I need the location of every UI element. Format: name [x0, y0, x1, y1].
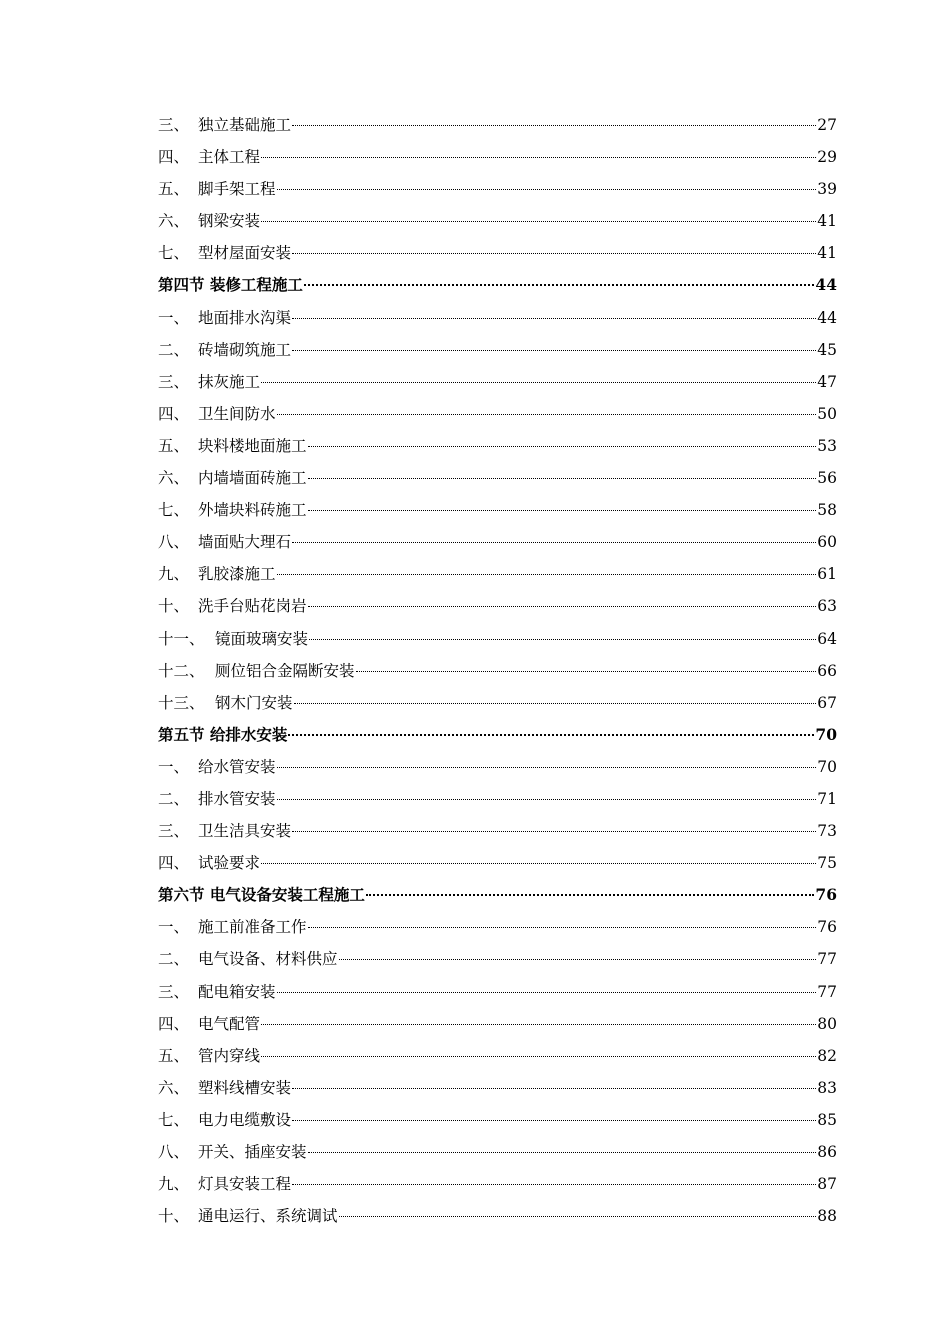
toc-entry-title: 块料楼地面施工: [198, 436, 307, 455]
toc-entry[interactable]: [158, 751, 837, 783]
dot-leader: [339, 1215, 817, 1217]
toc-entry-title: 砖墙砌筑施工: [198, 340, 292, 359]
dot-leader: [277, 798, 817, 800]
toc-entry-page-number: 58: [817, 501, 837, 520]
toc-entry-number: 二、: [158, 950, 190, 969]
toc-entry-number: 十、: [158, 597, 190, 616]
toc-entry-number: 九、: [158, 565, 190, 584]
toc-entry[interactable]: [158, 847, 837, 879]
toc-entry-number: 一、: [158, 757, 190, 776]
toc-entry-label: [158, 141, 260, 173]
toc-entry-page-number: 73: [817, 822, 837, 841]
table-of-contents: [158, 109, 837, 1232]
dot-leader: [261, 156, 816, 158]
dot-leader: [277, 573, 817, 575]
toc-entry-title: 外墙块料砖施工: [198, 501, 307, 520]
toc-entry[interactable]: [158, 1200, 837, 1232]
toc-entry-label: [158, 366, 260, 398]
toc-entry[interactable]: [158, 655, 837, 687]
toc-entry-label: [158, 237, 291, 269]
toc-entry[interactable]: [158, 1168, 837, 1200]
toc-entry-number: 五、: [158, 436, 190, 455]
toc-entry-title: 主体工程: [198, 148, 261, 167]
toc-entry-title: 电力电缆敷设: [198, 1110, 292, 1129]
toc-entry-page-number: 64: [817, 629, 837, 648]
toc-entry-title: 洗手台贴花岗岩: [198, 597, 307, 616]
toc-entry-title: 墙面贴大理石: [198, 533, 292, 552]
toc-entry-title: 排水管安装: [198, 789, 276, 808]
dot-leader: [292, 252, 816, 254]
toc-entry-label: [158, 494, 307, 526]
dot-leader: [292, 317, 816, 319]
toc-entry-number: 十三、: [158, 693, 205, 712]
dot-leader: [292, 349, 816, 351]
toc-entry[interactable]: [158, 494, 837, 526]
toc-entry-label: [158, 334, 291, 366]
toc-entry-title: 第五节 给排水安装: [158, 724, 288, 744]
dot-leader: [309, 638, 816, 640]
dot-leader: [366, 893, 815, 896]
toc-entry-title: 抹灰施工: [198, 372, 261, 391]
toc-entry[interactable]: [158, 462, 837, 494]
toc-entry-page-number: 82: [817, 1046, 837, 1065]
toc-entry-title: 型材屋面安装: [198, 244, 292, 263]
toc-section-entry[interactable]: [158, 269, 837, 301]
dot-leader: [292, 124, 816, 126]
toc-entry-label: [158, 911, 307, 943]
toc-entry-title: 第六节 电气设备安装工程施工: [158, 885, 365, 905]
dot-leader: [308, 445, 817, 447]
toc-entry-page-number: 70: [815, 724, 837, 744]
toc-entry-label: [158, 269, 303, 301]
toc-entry-title: 地面排水沟渠: [198, 308, 292, 327]
toc-entry-number: 六、: [158, 1078, 190, 1097]
dot-leader: [308, 1151, 817, 1153]
toc-entry-label: [158, 558, 276, 590]
toc-entry-label: [158, 302, 291, 334]
toc-entry-title: 试验要求: [198, 854, 261, 873]
toc-entry-page-number: 61: [817, 565, 837, 584]
toc-entry-label: [158, 1136, 307, 1168]
toc-entry[interactable]: [158, 205, 837, 237]
dot-leader: [277, 413, 817, 415]
toc-entry-page-number: 66: [817, 661, 837, 680]
toc-entry-page-number: 27: [817, 116, 837, 134]
toc-entry[interactable]: [158, 109, 837, 141]
toc-entry-number: 七、: [158, 501, 190, 520]
toc-entry-page-number: 83: [817, 1078, 837, 1097]
toc-entry-number: 六、: [158, 469, 190, 488]
toc-entry[interactable]: [158, 1008, 837, 1040]
toc-entry-page-number: 44: [815, 275, 837, 295]
toc-entry[interactable]: [158, 558, 837, 590]
toc-entry-label: [158, 943, 338, 975]
toc-entry-page-number: 87: [817, 1175, 837, 1194]
toc-entry-page-number: 76: [815, 885, 837, 905]
toc-entry-label: [158, 623, 308, 655]
toc-entry[interactable]: [158, 815, 837, 847]
toc-entry-page-number: 56: [817, 469, 837, 488]
toc-entry-page-number: 39: [817, 180, 837, 199]
toc-entry[interactable]: [158, 237, 837, 269]
toc-entry-title: 灯具安装工程: [198, 1175, 292, 1194]
toc-entry-page-number: 88: [817, 1207, 837, 1226]
toc-entry-page-number: 45: [817, 340, 837, 359]
toc-entry[interactable]: [158, 623, 837, 655]
toc-entry-number: 三、: [158, 822, 190, 841]
toc-entry-page-number: 41: [817, 244, 837, 263]
toc-entry-number: 八、: [158, 533, 190, 552]
toc-entry-title: 钢木门安装: [215, 693, 293, 712]
toc-entry-page-number: 77: [817, 950, 837, 969]
toc-entry-label: [158, 1104, 291, 1136]
dot-leader: [292, 541, 816, 543]
toc-entry-number: 十一、: [158, 629, 205, 648]
toc-entry-title: 通电运行、系统调试: [198, 1207, 338, 1226]
toc-entry-number: 一、: [158, 308, 190, 327]
toc-entry-page-number: 85: [817, 1110, 837, 1129]
toc-entry-label: [158, 109, 291, 141]
toc-entry[interactable]: [158, 173, 837, 205]
toc-entry-number: 九、: [158, 1175, 190, 1194]
dot-leader: [288, 733, 814, 736]
toc-entry-label: [158, 1200, 338, 1232]
toc-entry-label: [158, 462, 307, 494]
toc-entry-title: 卫生间防水: [198, 404, 276, 423]
toc-entry-label: [158, 687, 293, 719]
toc-entry-title: 塑料线槽安装: [198, 1078, 292, 1097]
toc-entry-label: [158, 173, 276, 205]
toc-entry-title: 卫生洁具安装: [198, 822, 292, 841]
dot-leader: [292, 1183, 816, 1185]
toc-entry-label: [158, 1008, 260, 1040]
toc-entry[interactable]: [158, 943, 837, 975]
toc-entry[interactable]: [158, 590, 837, 622]
toc-entry-label: [158, 1040, 260, 1072]
toc-entry[interactable]: [158, 1040, 837, 1072]
toc-entry-page-number: 47: [817, 372, 837, 391]
dot-leader: [292, 1119, 816, 1121]
toc-entry-number: 三、: [158, 116, 190, 134]
dot-leader: [261, 381, 816, 383]
toc-entry-title: 管内穿线: [198, 1046, 261, 1065]
dot-leader: [261, 220, 816, 222]
toc-entry-number: 十二、: [158, 661, 205, 680]
toc-entry-label: [158, 847, 260, 879]
dot-leader: [308, 605, 817, 607]
toc-entry[interactable]: [158, 141, 837, 173]
toc-entry-number: 十、: [158, 1207, 190, 1226]
toc-entry-number: 四、: [158, 854, 190, 873]
toc-entry-number: 四、: [158, 404, 190, 423]
toc-entry-number: 七、: [158, 1110, 190, 1129]
toc-entry-label: [158, 398, 276, 430]
dot-leader: [261, 862, 816, 864]
dot-leader: [339, 958, 817, 960]
toc-entry-page-number: 67: [817, 693, 837, 712]
toc-entry-label: [158, 815, 291, 847]
toc-entry-label: [158, 719, 287, 751]
toc-entry-page-number: 70: [817, 757, 837, 776]
toc-entry[interactable]: [158, 687, 837, 719]
dot-leader: [308, 509, 817, 511]
toc-entry[interactable]: [158, 526, 837, 558]
dot-leader: [292, 830, 816, 832]
toc-entry-page-number: 77: [817, 982, 837, 1001]
toc-entry-page-number: 71: [817, 789, 837, 808]
toc-entry-title: 独立基础施工: [198, 116, 292, 134]
toc-entry-page-number: 44: [817, 308, 837, 327]
toc-entry-title: 施工前准备工作: [198, 918, 307, 937]
dot-leader: [356, 670, 817, 672]
toc-entry-number: 四、: [158, 148, 190, 167]
dot-leader: [277, 188, 817, 190]
toc-entry-number: 三、: [158, 372, 190, 391]
toc-entry-number: 二、: [158, 789, 190, 808]
toc-entry-page-number: 80: [817, 1014, 837, 1033]
toc-entry-title: 脚手架工程: [198, 180, 276, 199]
toc-entry-number: 七、: [158, 244, 190, 263]
toc-entry-page-number: 53: [817, 436, 837, 455]
toc-entry-page-number: 50: [817, 404, 837, 423]
toc-entry-title: 开关、插座安装: [198, 1143, 307, 1161]
toc-entry-title: 电气配管: [198, 1014, 261, 1033]
toc-section-entry[interactable]: [158, 879, 837, 911]
toc-entry-number: 八、: [158, 1143, 190, 1161]
toc-entry-label: [158, 1168, 291, 1200]
toc-entry-number: 二、: [158, 340, 190, 359]
toc-entry-page-number: 41: [817, 212, 837, 231]
toc-entry[interactable]: [158, 334, 837, 366]
toc-entry[interactable]: [158, 911, 837, 943]
toc-entry-label: [158, 976, 276, 1008]
toc-entry[interactable]: [158, 1136, 837, 1168]
toc-entry[interactable]: [158, 976, 837, 1008]
toc-entry-title: 钢梁安装: [198, 212, 261, 231]
toc-entry[interactable]: [158, 398, 837, 430]
toc-entry-page-number: 86: [817, 1143, 837, 1161]
toc-entry[interactable]: [158, 1104, 837, 1136]
toc-entry[interactable]: [158, 366, 837, 398]
toc-entry-title: 电气设备、材料供应: [198, 950, 338, 969]
dot-leader: [277, 766, 817, 768]
toc-entry-number: 三、: [158, 982, 190, 1001]
toc-entry-number: 五、: [158, 180, 190, 199]
toc-entry-number: 五、: [158, 1046, 190, 1065]
toc-entry[interactable]: [158, 430, 837, 462]
toc-entry-number: 四、: [158, 1014, 190, 1033]
toc-entry-page-number: 76: [817, 918, 837, 937]
toc-entry-title: 内墙墙面砖施工: [198, 469, 307, 488]
dot-leader: [308, 926, 817, 928]
toc-entry-title: 厕位铝合金隔断安装: [215, 661, 355, 680]
toc-entry-page-number: 63: [817, 597, 837, 616]
toc-entry-title: 第四节 装修工程施工: [158, 275, 303, 295]
toc-entry-page-number: 29: [817, 148, 837, 167]
toc-entry-label: [158, 590, 307, 622]
toc-entry-page-number: 75: [817, 854, 837, 873]
toc-entry-label: [158, 1072, 291, 1104]
toc-entry-title: 镜面玻璃安装: [215, 629, 309, 648]
toc-entry-label: [158, 783, 276, 815]
toc-entry-label: [158, 879, 365, 911]
toc-entry[interactable]: [158, 302, 837, 334]
toc-entry-title: 配电箱安装: [198, 982, 276, 1001]
toc-entry-label: [158, 751, 276, 783]
dot-leader: [308, 477, 817, 479]
dot-leader: [261, 1023, 816, 1025]
toc-entry-title: 乳胶漆施工: [198, 565, 276, 584]
dot-leader: [292, 1087, 816, 1089]
toc-entry[interactable]: [158, 783, 837, 815]
toc-entry-label: [158, 655, 355, 687]
toc-entry[interactable]: [158, 1072, 837, 1104]
dot-leader: [261, 1055, 816, 1057]
toc-entry-page-number: 60: [817, 533, 837, 552]
toc-entry-number: 六、: [158, 212, 190, 231]
dot-leader: [277, 991, 817, 993]
toc-section-entry[interactable]: [158, 719, 837, 751]
dot-leader: [304, 283, 815, 286]
toc-entry-number: 一、: [158, 918, 190, 937]
toc-entry-label: [158, 526, 291, 558]
toc-entry-label: [158, 205, 260, 237]
toc-entry-label: [158, 430, 307, 462]
toc-entry-title: 给水管安装: [198, 757, 276, 776]
dot-leader: [294, 702, 817, 704]
